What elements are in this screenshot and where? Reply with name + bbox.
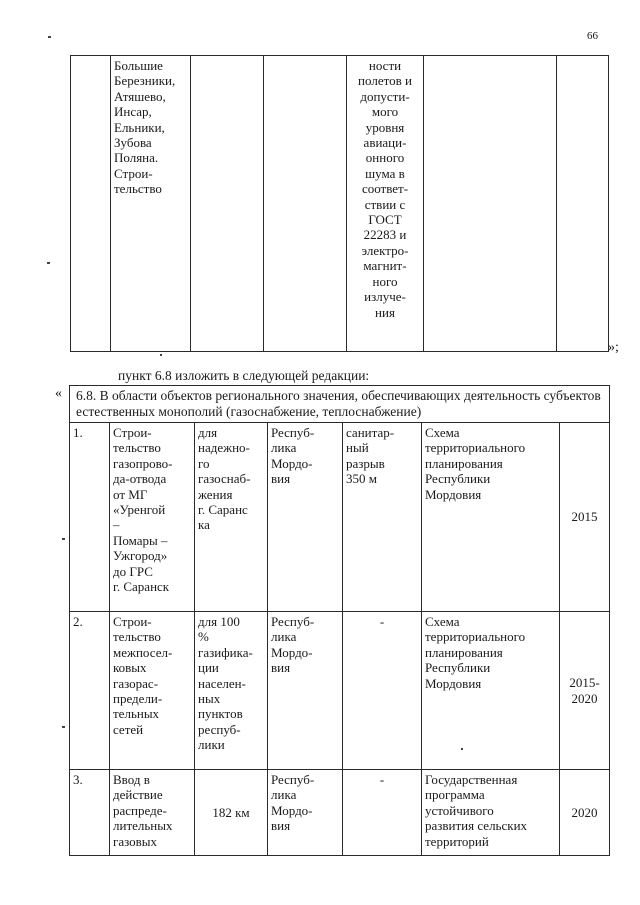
section-table: [69, 385, 610, 856]
object-basis: Государственная программа устойчивого развития сельских территорий: [422, 770, 560, 856]
row-number: 2.: [70, 612, 110, 770]
object-name: Строи- тельство межпосел- ковых газорас- предели- тельных сетей: [110, 612, 195, 770]
cell-basis: [424, 56, 557, 352]
scan-speck: [461, 748, 463, 750]
cell-object-name: Большие Березники, Атяшево, Инсар, Ельники, Зубова Поляна. Строи- тельство: [111, 56, 191, 352]
object-indicator: -: [343, 770, 422, 856]
object-purpose: для надежно- го газоснаб- жения г. Саранс ка: [195, 423, 268, 612]
table-row: [70, 423, 610, 612]
cell-num: [71, 56, 111, 352]
object-basis: Схема территориального планирования Республики Мордовия: [422, 423, 560, 612]
object-term: 2015: [560, 423, 610, 612]
table-row: [70, 612, 610, 770]
object-indicator: -: [343, 612, 422, 770]
table-row: [70, 770, 610, 856]
object-location: Респуб- лика Мордо- вия: [268, 612, 343, 770]
scan-speck: [62, 726, 65, 728]
object-term: 2020: [560, 770, 610, 856]
scan-speck: [47, 262, 50, 264]
object-location: Респуб- лика Мордо- вия: [268, 770, 343, 856]
object-location: Респуб- лика Мордо- вия: [268, 423, 343, 612]
cell-term: [557, 56, 609, 352]
cell-indicator: ности полетов и допусти- мого уровня авиаци- онного шума в соответ- ствии с ГОСТ 22283 и электро- магнит- ного излуче- ния: [347, 56, 424, 352]
instruction-paragraph: пункт 6.8 изложить в следующей редакции:: [118, 368, 370, 383]
object-name: Ввод в действие распреде- лительных газовых: [110, 770, 195, 856]
object-name: Строи- тельство газопрово- да-отвода от МГ «Уренгой – Помары – Ужгород» до ГРС г. Саранск: [110, 423, 195, 612]
object-purpose: для 100 % газифика- ции населен- ных пунктов респуб- лики: [195, 612, 268, 770]
section-header: 6.8. В области объектов регионального значения, обеспечивающих деятельность субъектов естественных монополий (газоснабжение, теплоснабжение): [70, 386, 610, 423]
opening-quote: «: [55, 386, 62, 401]
object-basis: Схема территориального планирования Республики Мордовия: [422, 612, 560, 770]
continuation-table: [70, 55, 609, 352]
scan-speck: [62, 538, 65, 540]
section-header-row: [70, 386, 610, 423]
object-term: 2015- 2020: [560, 612, 610, 770]
cell-purpose: [191, 56, 264, 352]
closing-quote: »;: [608, 340, 619, 355]
table-row: [71, 56, 609, 352]
row-number: 3.: [70, 770, 110, 856]
cell-location: [264, 56, 347, 352]
row-number: 1.: [70, 423, 110, 612]
scan-speck: [48, 36, 51, 38]
object-indicator: санитар- ный разрыв 350 м: [343, 423, 422, 612]
object-purpose: 182 км: [195, 770, 268, 856]
page-number: 66: [587, 30, 598, 42]
scan-speck: [160, 354, 162, 356]
